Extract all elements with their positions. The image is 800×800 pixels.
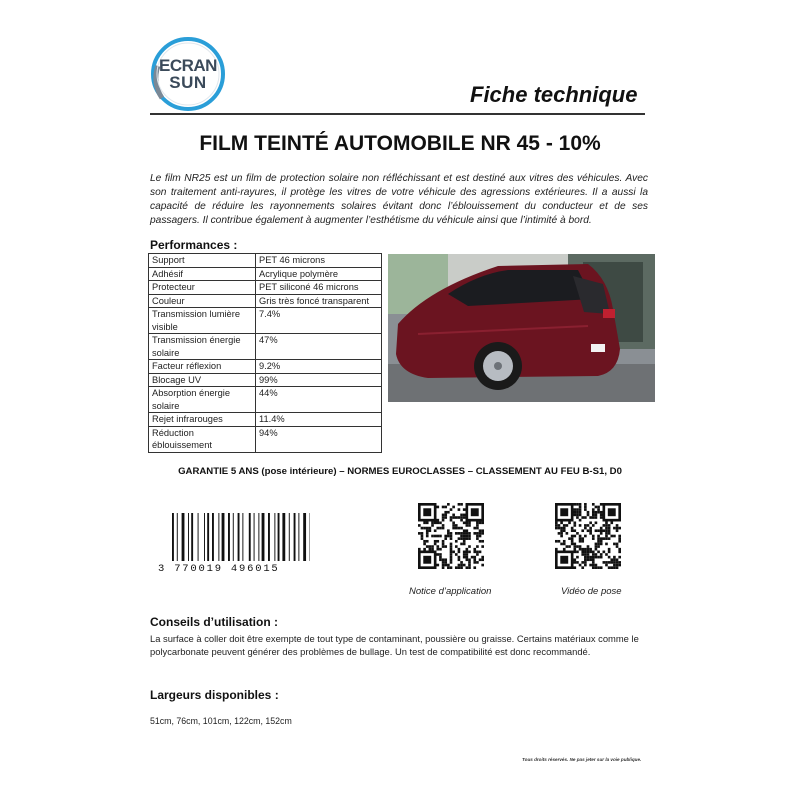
performance-label: Transmission lumière visible	[149, 308, 256, 334]
performance-value: Gris très foncé transparent	[256, 294, 382, 308]
usage-advice-heading: Conseils d’utilisation :	[150, 615, 279, 629]
qr-caption-notice: Notice d’application	[409, 586, 492, 597]
performance-value: 99%	[256, 373, 382, 387]
performance-label: Facteur réflexion	[149, 360, 256, 374]
performance-row	[149, 426, 382, 452]
qr-caption-video: Vidéo de pose	[561, 586, 622, 597]
barcode-number: 3 770019 496015	[158, 563, 280, 575]
logo-text-bottom: SUN	[169, 73, 207, 92]
performance-label: Support	[149, 254, 256, 268]
performance-value: 94%	[256, 426, 382, 452]
performance-row	[149, 373, 382, 387]
guarantee-statement: GARANTIE 5 ANS (pose intérieure) – NORMES EUROCLASSES – CLASSEMENT AU FEU B-S1, D0	[178, 466, 622, 477]
available-widths-values: 51cm, 76cm, 101cm, 122cm, 152cm	[150, 716, 292, 726]
performance-value: PET siliconé 46 microns	[256, 281, 382, 295]
qr-code-notice-icon	[418, 503, 484, 569]
product-title: FILM TEINTÉ AUTOMOBILE NR 45 - 10%	[199, 132, 601, 155]
performance-label: Rejet infrarouges	[149, 413, 256, 427]
performance-row	[149, 413, 382, 427]
performances-heading: Performances :	[150, 238, 238, 252]
performance-row	[149, 308, 382, 334]
performance-row	[149, 387, 382, 413]
performance-label: Absorption énergie solaire	[149, 387, 256, 413]
performance-value: 47%	[256, 334, 382, 360]
usage-advice-text: La surface à coller doit être exempte de tout type de contaminant, poussière ou graisse. Certains matériaux comme le polycarbonate peuvent générer des problèmes de bullage. Un test de compatibilité est donc recommandé.	[150, 633, 639, 657]
performance-row	[149, 267, 382, 281]
performance-row	[149, 294, 382, 308]
performance-value: Acrylique polymère	[256, 267, 382, 281]
performance-row	[149, 281, 382, 295]
ecransun-logo	[150, 36, 226, 112]
car-photo	[388, 254, 655, 402]
performances-table	[148, 253, 382, 453]
qr-code-video-icon	[555, 503, 621, 569]
logo-text-top: ECRAN	[159, 56, 217, 75]
performance-label: Adhésif	[149, 267, 256, 281]
performance-value: 7.4%	[256, 308, 382, 334]
performance-value: PET 46 microns	[256, 254, 382, 268]
performance-label: Blocage UV	[149, 373, 256, 387]
performance-value: 44%	[256, 387, 382, 413]
performance-value: 9.2%	[256, 360, 382, 374]
performance-label: Transmission énergie solaire	[149, 334, 256, 360]
document-type-heading: Fiche technique	[470, 82, 638, 107]
performance-value: 11.4%	[256, 413, 382, 427]
performance-label: Couleur	[149, 294, 256, 308]
available-widths-heading: Largeurs disponibles :	[150, 688, 279, 702]
performance-row	[149, 360, 382, 374]
product-description: Le film NR25 est un film de protection solaire non réfléchissant et est destiné aux vitres des véhicules. Avec son traitement anti-rayures, il protège les vitres de votre véhicule des agressions extérieures. Il a aussi la capacité de réduire les rayonnements solaires évitant donc l’éblouissement du conducteur et de ses passagers. Il contribue également à augmenter l’esthétisme du véhicule ainsi que l’intimité à bord.	[150, 173, 648, 226]
rights-footer: Tous droits réservés. Ne pas jeter sur la voie publique.	[522, 757, 642, 762]
performance-row	[149, 334, 382, 360]
performance-label: Protecteur	[149, 281, 256, 295]
header-divider	[150, 113, 645, 115]
performance-row	[149, 254, 382, 268]
performance-label: Réduction éblouissement	[149, 426, 256, 452]
